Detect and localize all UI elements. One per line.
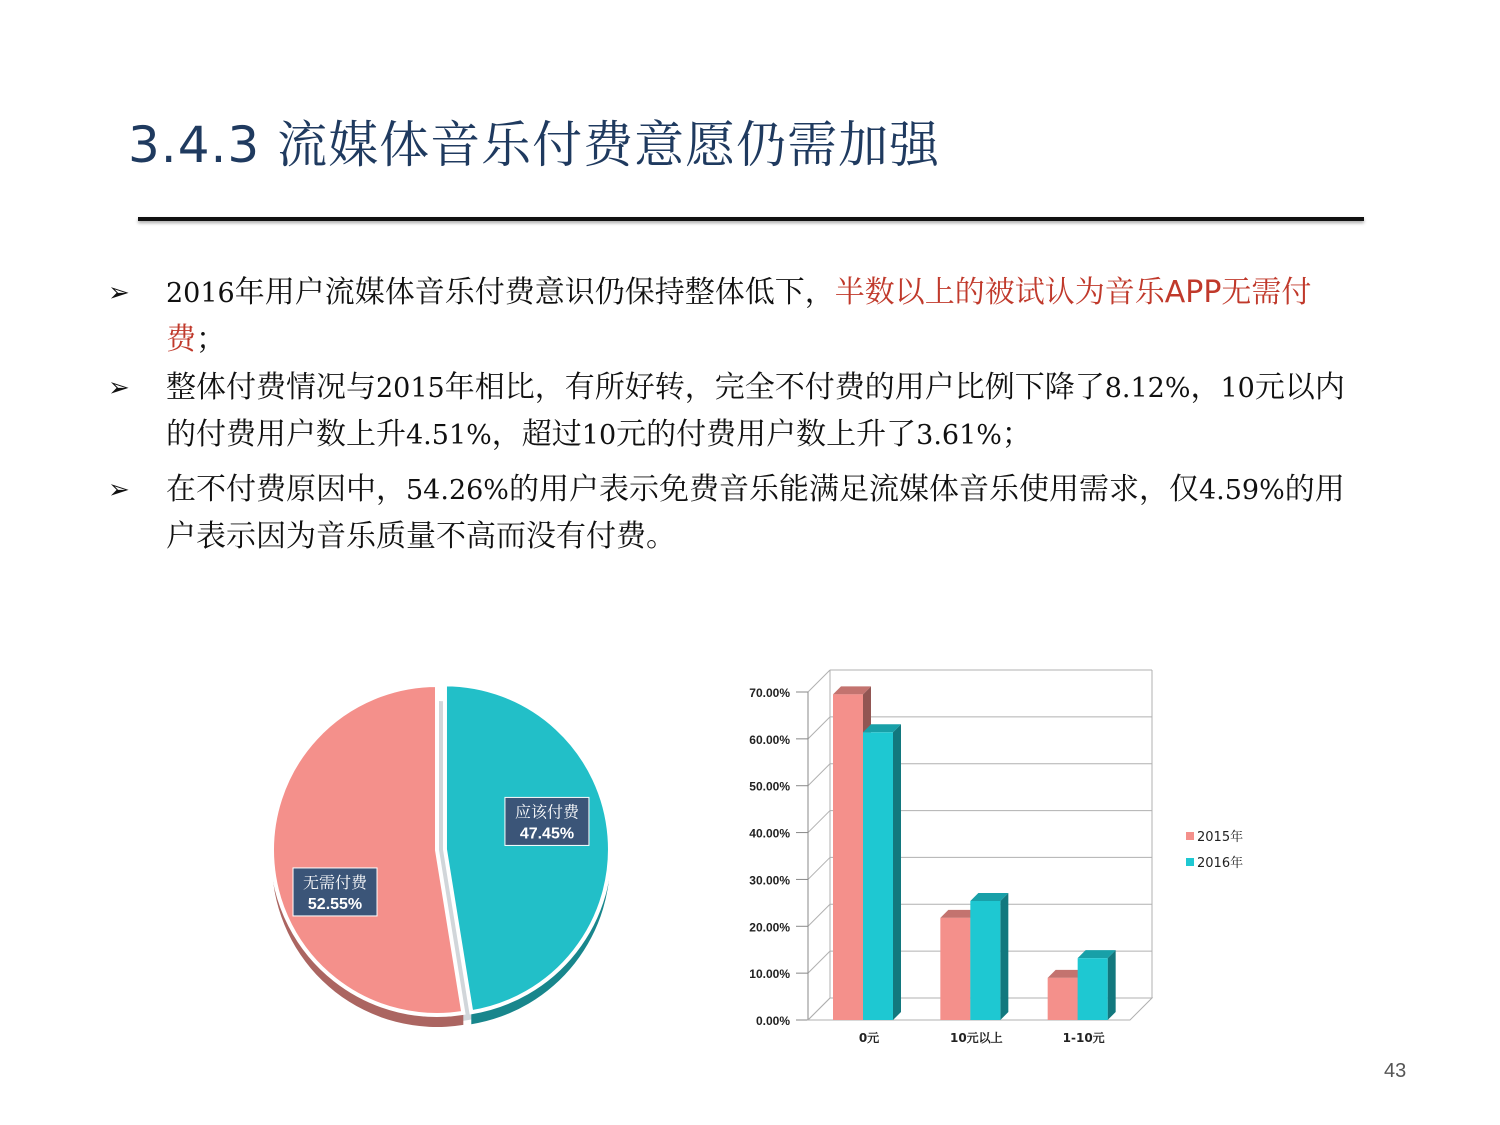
y-tick-label: 60.00% xyxy=(749,732,790,747)
bullet-text: 10 xyxy=(581,420,617,451)
bullet-text: ，超过 xyxy=(491,417,582,452)
y-tick-label: 70.00% xyxy=(749,686,790,700)
y-tick-label: 10.00% xyxy=(749,967,790,982)
gridline-depth xyxy=(808,857,830,879)
gridline-depth xyxy=(808,811,830,833)
x-tick-label: 10元以上 xyxy=(949,1031,1003,1045)
pie-label-name: 应该付费 xyxy=(514,802,579,822)
x-tick-label: 1-10元 xyxy=(1062,1031,1105,1045)
slide-title: 3.4.3 流媒体音乐付费意愿仍需加强 xyxy=(128,116,941,174)
y-tick-label: 50.00% xyxy=(749,779,790,794)
bullet-text: ， xyxy=(1190,370,1221,405)
bullet-text: 3.61% xyxy=(916,420,1002,451)
page-number: 43 xyxy=(1384,1060,1407,1082)
bar xyxy=(833,694,863,1020)
pie-label-value: 52.55% xyxy=(307,895,363,913)
bar xyxy=(1048,978,1078,1020)
bullet-arrow-icon: ➢ xyxy=(108,278,130,308)
bullet-text: 年用户流媒体音乐付费意识仍保持整体低下， xyxy=(234,275,835,310)
bar xyxy=(1078,958,1108,1020)
y-tick-label: 40.00% xyxy=(749,826,790,841)
y-tick-label: 0.00% xyxy=(755,1014,790,1028)
bullet-text: 2016 xyxy=(166,278,235,309)
bullet-text: 的用户表示免费音乐能满足流媒体音乐使用需求，仅 xyxy=(508,472,1199,507)
pie-label-value: 47.45% xyxy=(519,825,575,843)
gridline-depth xyxy=(808,764,830,786)
gridline-depth xyxy=(808,951,830,973)
gridline-depth xyxy=(808,717,830,739)
bullet-text: 10 xyxy=(1220,373,1255,404)
bar-side xyxy=(1000,893,1008,1020)
y-tick-label: 30.00% xyxy=(749,873,790,888)
gridline-depth xyxy=(808,904,830,926)
bullet-text: ； xyxy=(196,322,226,357)
pie-data-label xyxy=(505,797,589,845)
bullet-arrow-icon: ➢ xyxy=(108,475,130,505)
bullet-text: 2015 xyxy=(376,373,445,404)
legend-label: 2015年 xyxy=(1197,830,1244,845)
bullet-text: 8.12% xyxy=(1104,373,1191,404)
bullet-text: 的用户表示因为音乐质量不高而没有付费。 xyxy=(166,472,1345,554)
bullet-arrow-icon: ➢ xyxy=(108,373,130,403)
bullet-text: 整体付费情况与 xyxy=(166,370,376,405)
bullet-text: 54.26% xyxy=(406,475,509,506)
legend-swatch xyxy=(1186,832,1194,840)
gridline-depth xyxy=(808,670,830,692)
x-tick-label: 0元 xyxy=(858,1031,880,1045)
bar xyxy=(970,901,1000,1020)
bullet-text: 元的付费用户数上升了 xyxy=(616,417,917,452)
legend-swatch xyxy=(1186,858,1194,866)
bullet-text: 4.51% xyxy=(406,420,492,451)
pie-slice xyxy=(272,685,463,1015)
legend-label: 2016年 xyxy=(1197,856,1244,871)
y-tick-label: 20.00% xyxy=(749,920,790,935)
pie-slice xyxy=(445,684,610,1012)
bullet-text: 元以内的付费用户数上升 xyxy=(166,370,1345,452)
pie-label-name: 无需付费 xyxy=(303,872,368,892)
bullet-text: 半数以上的被试认为音乐APP无需付费 xyxy=(166,275,1312,357)
bar xyxy=(940,918,970,1020)
bullet-text: 年相比，有所好转，完全不付费的用户比例下降了 xyxy=(444,370,1105,405)
bullet-text: ； xyxy=(1001,417,1032,452)
bullet-text: 在不付费原因中， xyxy=(166,472,406,507)
bar-side xyxy=(1108,950,1116,1020)
bar xyxy=(863,732,893,1020)
bullet-text: 4.59% xyxy=(1198,475,1285,506)
pie-data-label xyxy=(293,868,377,916)
bar-side xyxy=(893,724,901,1020)
